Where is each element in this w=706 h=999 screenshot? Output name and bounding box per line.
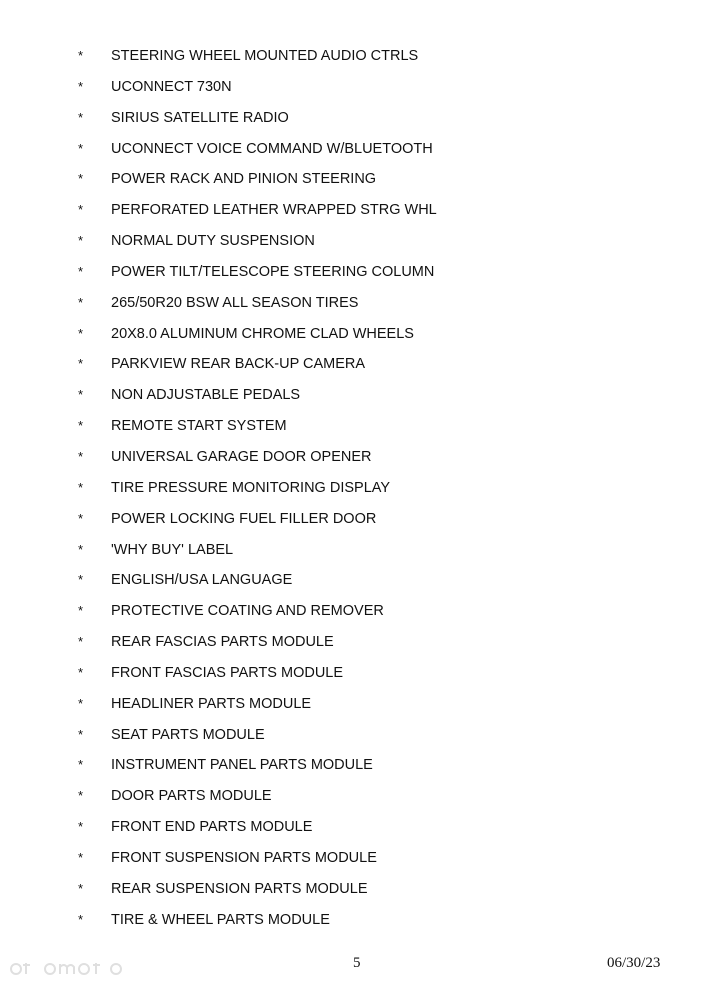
bullet-marker: * [78,418,84,434]
list-item [0,909,706,940]
bullet-marker: * [78,171,84,187]
bullet-marker: * [78,510,84,526]
list-item [0,631,706,662]
item-label: UNIVERSAL GARAGE DOOR OPENER [111,448,372,465]
bullet-marker: * [78,664,84,680]
list-item [0,816,706,847]
bullet-marker: * [78,387,84,403]
item-label: FRONT FASCIAS PARTS MODULE [111,664,344,681]
bullet-marker: * [78,448,84,464]
item-label: UCONNECT VOICE COMMAND W/BLUETOOTH [111,140,433,157]
item-label: POWER LOCKING FUEL FILLER DOOR [111,510,377,527]
item-label: DOOR PARTS MODULE [111,788,272,805]
list-item [0,569,706,600]
item-label: NORMAL DUTY SUSPENSION [111,233,315,250]
item-label: 20X8.0 ALUMINUM CHROME CLAD WHEELS [111,325,414,342]
list-item [0,45,706,76]
item-label: TIRE PRESSURE MONITORING DISPLAY [111,479,391,496]
bullet-marker: * [78,356,84,372]
list-item [0,199,706,230]
item-label: HEADLINER PARTS MODULE [111,695,312,712]
list-item [0,230,706,261]
bullet-marker: * [78,572,84,588]
list-item [0,168,706,199]
item-label: REMOTE START SYSTEM [111,418,287,435]
item-label: TIRE & WHEEL PARTS MODULE [111,911,330,928]
bullet-marker: * [78,726,84,742]
item-label: SIRIUS SATELLITE RADIO [111,109,289,126]
item-label: POWER TILT/TELESCOPE STEERING COLUMN [111,263,435,280]
bullet-marker: * [78,911,84,927]
list-item [0,107,706,138]
bullet-marker: * [78,294,84,310]
bullet-marker: * [78,479,84,495]
item-label: 265/50R20 BSW ALL SEASON TIRES [111,294,359,311]
list-item [0,323,706,354]
item-label: FRONT SUSPENSION PARTS MODULE [111,849,377,866]
bullet-marker: * [78,109,84,125]
item-label: ENGLISH/USA LANGUAGE [111,572,293,589]
list-item [0,415,706,446]
bullet-marker: * [78,819,84,835]
feature-list [0,45,706,939]
item-label: FRONT END PARTS MODULE [111,819,313,836]
list-item [0,508,706,539]
item-label: REAR FASCIAS PARTS MODULE [111,634,334,651]
list-item [0,785,706,816]
bullet-marker: * [78,603,84,619]
list-item [0,539,706,570]
list-item [0,477,706,508]
bullet-marker: * [78,263,84,279]
item-label: PROTECTIVE COATING AND REMOVER [111,603,384,620]
item-label: POWER RACK AND PINION STEERING [111,171,377,188]
item-label: REAR SUSPENSION PARTS MODULE [111,880,368,897]
list-item [0,446,706,477]
list-item [0,292,706,323]
list-item [0,754,706,785]
bullet-marker: * [78,695,84,711]
list-item [0,384,706,415]
bullet-marker: * [78,202,84,218]
list-item [0,76,706,107]
item-label: INSTRUMENT PANEL PARTS MODULE [111,757,373,774]
item-label: 'WHY BUY' LABEL [111,541,234,558]
bullet-marker: * [78,78,84,94]
item-label: SEAT PARTS MODULE [111,726,265,743]
list-item [0,138,706,169]
bullet-marker: * [78,233,84,249]
list-item [0,847,706,878]
list-item [0,353,706,384]
bullet-marker: * [78,788,84,804]
item-label: UCONNECT 730N [111,78,232,95]
bullet-marker: * [78,48,84,63]
bullet-marker: * [78,634,84,650]
watermark-logo [6,955,124,981]
bullet-marker: * [78,757,84,773]
bullet-marker: * [78,140,84,156]
list-item [0,600,706,631]
item-label: PARKVIEW REAR BACK-UP CAMERA [111,356,366,373]
list-item [0,878,706,909]
list-item [0,261,706,292]
item-label: NON ADJUSTABLE PEDALS [111,387,301,404]
bullet-marker: * [78,325,84,341]
page-number: 5 [353,955,361,971]
list-item [0,693,706,724]
list-item [0,662,706,693]
bullet-marker: * [78,541,84,557]
item-label: PERFORATED LEATHER WRAPPED STRG WHL [111,202,437,219]
bullet-marker: * [78,880,84,896]
item-label: STEERING WHEEL MOUNTED AUDIO CTRLS [111,48,419,64]
bullet-marker: * [78,849,84,865]
list-item [0,724,706,755]
document-date: 06/30/23 [607,955,661,971]
